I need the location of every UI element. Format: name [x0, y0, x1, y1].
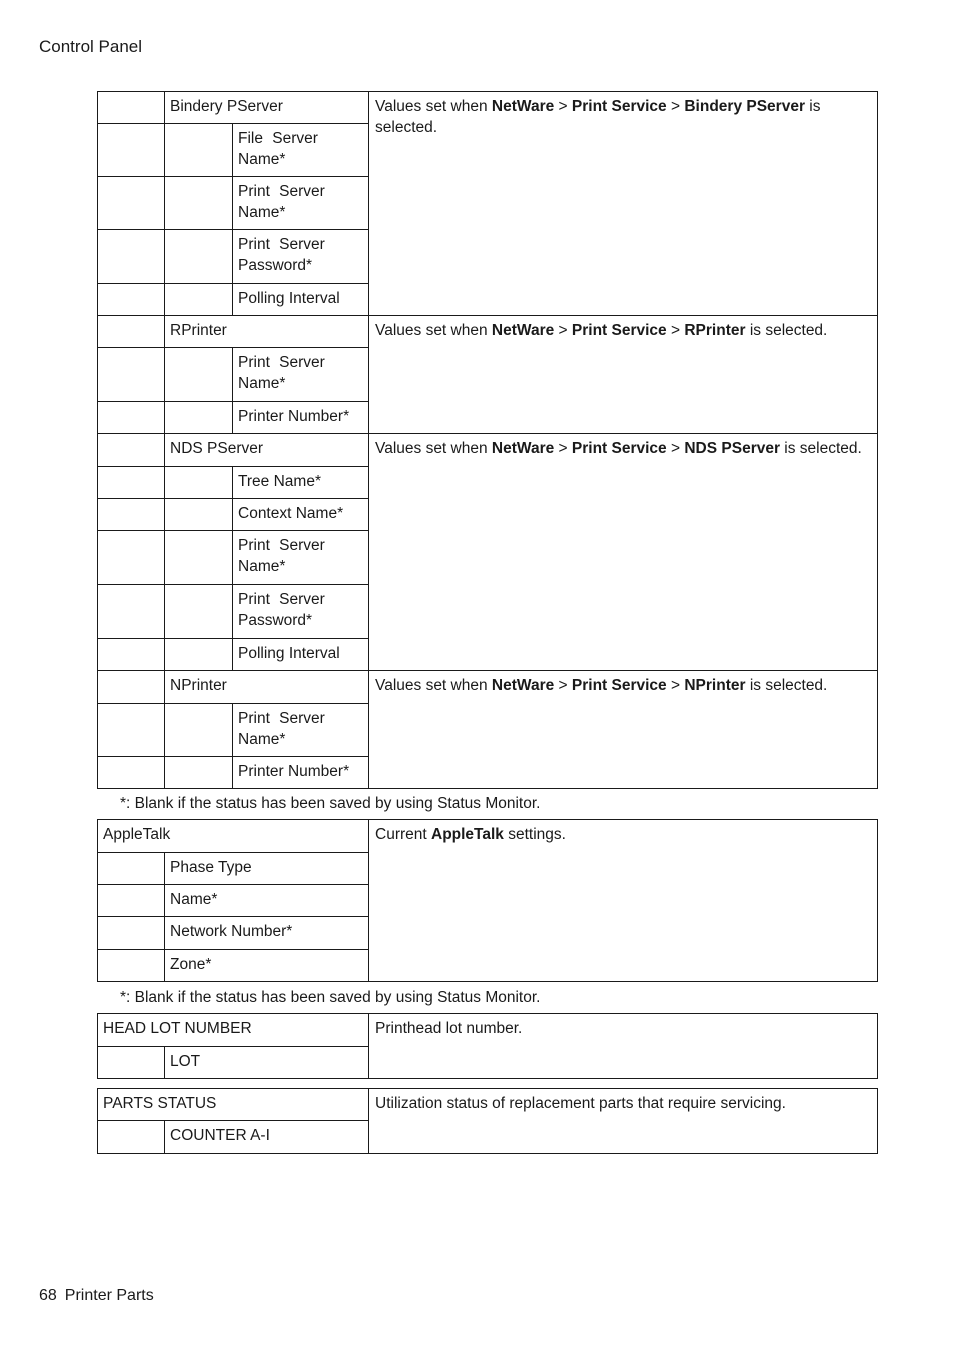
group-description: Values set when NetWare > Print Service > RPrinter is selected.: [369, 316, 878, 434]
setting-item: Print Server Password*: [233, 230, 369, 284]
head-lot-table: [97, 1013, 878, 1079]
page-number: 68: [39, 1287, 57, 1304]
setting-item: COUNTER A-I: [165, 1121, 369, 1154]
appletalk-settings-table: [97, 819, 878, 982]
indent-cell: [98, 92, 165, 124]
indent-cell: [98, 316, 165, 348]
table-row: [98, 434, 878, 467]
indent-cell: [98, 230, 165, 284]
page-footer: [39, 1287, 154, 1305]
table-row: [98, 820, 878, 853]
setting-item: Print Server Password*: [233, 585, 369, 639]
indent-cell: [98, 124, 165, 177]
setting-item: Printer Number*: [233, 402, 369, 434]
table-row: [98, 92, 878, 124]
group-description: Utilization status of replacement parts that require servicing.: [369, 1089, 878, 1154]
footnote: *: Blank if the status has been saved by using Status Monitor.: [120, 795, 541, 812]
indent-cell: [165, 402, 233, 434]
setting-item: File Server Name*: [233, 124, 369, 177]
netware-settings-table: [97, 91, 878, 789]
table-row: [98, 1014, 878, 1047]
group-label: RPrinter: [165, 316, 369, 348]
indent-cell: [165, 177, 233, 230]
group-label: NDS PServer: [165, 434, 369, 467]
indent-cell: [165, 757, 233, 789]
parts-status-table: [97, 1088, 878, 1154]
indent-cell: [98, 885, 165, 917]
setting-item: Tree Name*: [233, 467, 369, 499]
indent-cell: [165, 704, 233, 757]
table-row: [98, 316, 878, 348]
indent-cell: [165, 531, 233, 585]
setting-item: Phase Type: [165, 853, 369, 885]
group-label: NPrinter: [165, 671, 369, 704]
setting-item: Network Number*: [165, 917, 369, 950]
table-row: [98, 1089, 878, 1121]
indent-cell: [98, 434, 165, 467]
indent-cell: [98, 284, 165, 316]
footer-section: Printer Parts: [64, 1287, 154, 1304]
indent-cell: [98, 467, 165, 499]
indent-cell: [98, 853, 165, 885]
indent-cell: [98, 704, 165, 757]
indent-cell: [165, 230, 233, 284]
setting-item: Print Server Name*: [233, 531, 369, 585]
indent-cell: [98, 639, 165, 671]
setting-item: Printer Number*: [233, 757, 369, 789]
indent-cell: [98, 757, 165, 789]
indent-cell: [165, 499, 233, 531]
indent-cell: [98, 917, 165, 950]
indent-cell: [98, 499, 165, 531]
indent-cell: [165, 585, 233, 639]
group-description: Values set when NetWare > Print Service > NDS PServer is selected.: [369, 434, 878, 671]
group-label: AppleTalk: [98, 820, 369, 853]
group-description: Current AppleTalk settings.: [369, 820, 878, 982]
indent-cell: [98, 585, 165, 639]
indent-cell: [165, 348, 233, 402]
setting-item: Name*: [165, 885, 369, 917]
setting-item: Context Name*: [233, 499, 369, 531]
group-label: Bindery PServer: [165, 92, 369, 124]
indent-cell: [98, 1121, 165, 1154]
group-description: Values set when NetWare > Print Service > Bindery PServer is selected.: [369, 92, 878, 316]
setting-item: Zone*: [165, 950, 369, 982]
setting-item: Polling Interval: [233, 284, 369, 316]
setting-item: Print Server Name*: [233, 177, 369, 230]
indent-cell: [98, 348, 165, 402]
indent-cell: [98, 671, 165, 704]
setting-item: Print Server Name*: [233, 348, 369, 402]
indent-cell: [165, 284, 233, 316]
table-row: [98, 671, 878, 704]
group-description: Values set when NetWare > Print Service > NPrinter is selected.: [369, 671, 878, 789]
indent-cell: [98, 531, 165, 585]
setting-item: Print Server Name*: [233, 704, 369, 757]
indent-cell: [98, 177, 165, 230]
page-header-title: Control Panel: [39, 37, 143, 56]
indent-cell: [98, 950, 165, 982]
indent-cell: [98, 402, 165, 434]
footnote: *: Blank if the status has been saved by using Status Monitor.: [120, 989, 541, 1006]
setting-item: Polling Interval: [233, 639, 369, 671]
group-label: HEAD LOT NUMBER: [98, 1014, 369, 1047]
indent-cell: [165, 639, 233, 671]
group-description: Printhead lot number.: [369, 1014, 878, 1079]
group-label: PARTS STATUS: [98, 1089, 369, 1121]
indent-cell: [165, 467, 233, 499]
indent-cell: [98, 1047, 165, 1079]
setting-item: LOT: [165, 1047, 369, 1079]
indent-cell: [165, 124, 233, 177]
